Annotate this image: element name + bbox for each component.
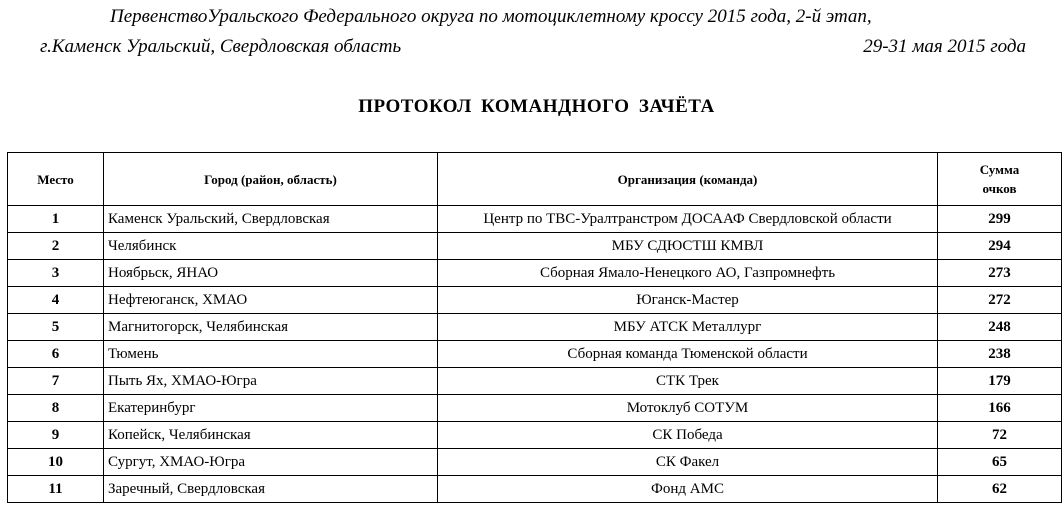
col-header-sum	[938, 153, 1062, 206]
cell-city: Заречный, Свердловская	[104, 476, 438, 503]
cell-sum: 179	[938, 368, 1062, 395]
cell-sum: 294	[938, 233, 1062, 260]
cell-city: Челябинск	[104, 233, 438, 260]
table-row	[8, 287, 1062, 314]
cell-place: 7	[8, 368, 104, 395]
cell-org: Сборная Ямало-Ненецкого АО, Газпромнефть	[438, 260, 938, 287]
table-row	[8, 314, 1062, 341]
cell-city: Нефтеюганск, ХМАО	[104, 287, 438, 314]
cell-org: Центр по ТВС-Уралтранстром ДОСААФ Свердловской области	[438, 206, 938, 233]
cell-sum: 72	[938, 422, 1062, 449]
event-dates: 29-31 мая 2015 года	[863, 36, 1026, 57]
table-row	[8, 422, 1062, 449]
cell-org: Фонд АМС	[438, 476, 938, 503]
table-row	[8, 368, 1062, 395]
cell-place: 10	[8, 449, 104, 476]
cell-place: 6	[8, 341, 104, 368]
col-header-sum-line1: Сумма	[979, 162, 1020, 177]
cell-sum: 248	[938, 314, 1062, 341]
col-header-org: Организация (команда)	[438, 153, 938, 206]
cell-sum: 62	[938, 476, 1062, 503]
cell-city: Екатеринбург	[104, 395, 438, 422]
cell-place: 3	[8, 260, 104, 287]
table-row	[8, 260, 1062, 287]
cell-place: 8	[8, 395, 104, 422]
cell-place: 11	[8, 476, 104, 503]
table-row	[8, 233, 1062, 260]
cell-place: 1	[8, 206, 104, 233]
team-results-table	[7, 152, 1062, 503]
cell-sum: 238	[938, 341, 1062, 368]
cell-sum: 166	[938, 395, 1062, 422]
cell-city: Магнитогорск, Челябинская	[104, 314, 438, 341]
cell-org: Мотоклуб СОТУМ	[438, 395, 938, 422]
cell-place: 2	[8, 233, 104, 260]
cell-org: СК Победа	[438, 422, 938, 449]
cell-org: Сборная команда Тюменской области	[438, 341, 938, 368]
protocol-title: ПРОТОКОЛ КОМАНДНОГО ЗАЧЁТА	[358, 96, 715, 117]
cell-place: 5	[8, 314, 104, 341]
cell-city: Тюмень	[104, 341, 438, 368]
cell-sum: 299	[938, 206, 1062, 233]
table-row	[8, 395, 1062, 422]
event-location: г.Каменск Уральский, Свердловская область	[40, 36, 402, 57]
cell-sum: 273	[938, 260, 1062, 287]
cell-org: Юганск-Мастер	[438, 287, 938, 314]
cell-org: СК Факел	[438, 449, 938, 476]
cell-city: Копейск, Челябинская	[104, 422, 438, 449]
table-row	[8, 476, 1062, 503]
cell-city: Ноябрьск, ЯНАО	[104, 260, 438, 287]
col-header-city: Город (район, область)	[104, 153, 438, 206]
cell-city: Сургут, ХМАО-Югра	[104, 449, 438, 476]
col-header-sum-line2: очков	[982, 181, 1017, 196]
cell-city: Пыть Ях, ХМАО-Югра	[104, 368, 438, 395]
event-title: ПервенствоУральского Федерального округа по мотоциклетному кроссу 2015 года, 2-й этап,	[110, 6, 872, 27]
cell-place: 4	[8, 287, 104, 314]
col-header-place: Место	[8, 153, 104, 206]
cell-org: СТК Трек	[438, 368, 938, 395]
cell-city: Каменск Уральский, Свердловская	[104, 206, 438, 233]
cell-sum: 272	[938, 287, 1062, 314]
cell-sum: 65	[938, 449, 1062, 476]
cell-org: МБУ АТСК Металлург	[438, 314, 938, 341]
table-row	[8, 449, 1062, 476]
cell-place: 9	[8, 422, 104, 449]
table-header-row	[8, 153, 1062, 206]
table-row	[8, 206, 1062, 233]
table-row	[8, 341, 1062, 368]
cell-org: МБУ СДЮСТШ КМВЛ	[438, 233, 938, 260]
